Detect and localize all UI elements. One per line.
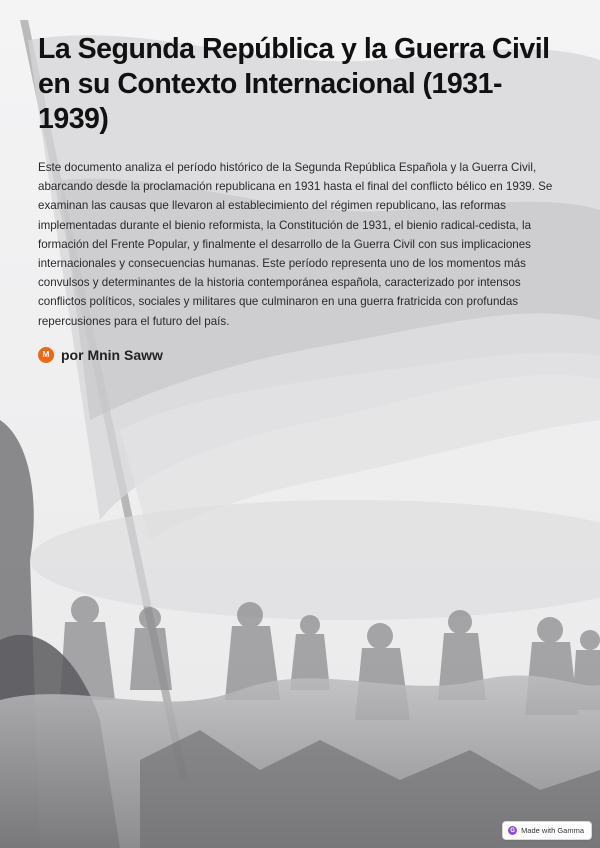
author-byline	[38, 347, 564, 363]
avatar: M	[38, 347, 54, 363]
document-description: Este documento analiza el período histórico de la Segunda República Española y la Guerra Civil, abarcando desde la proclamación republicana en 1931 hasta el final del conflicto bélico en 1939. Se examinan las causas que llevaron al establecimiento del régimen republicano, las reformas implementadas durante el bienio reformista, la Constitución de 1931, el bienio radical-cedista, la formación del Frente Popular, y finalmente el desarrollo de la Guerra Civil con sus implicaciones internacionales y consecuencias humanas. Este período representa uno de los momentos más convulsos y determinantes de la historia contemporánea española, caracterizado por intensos conflictos políticos, sociales y militares que culminaron en una guerra fratricida con profundas repercusiones para el futuro del país.	[38, 161, 553, 328]
author-name: por Mnin Saww	[61, 346, 163, 363]
made-with-gamma-badge[interactable]	[502, 821, 592, 840]
gamma-logo-icon: G	[508, 826, 517, 835]
page-title: La Segunda República y la Guerra Civil en su Contexto Internacional (1931-1939)	[38, 33, 550, 135]
document-header	[38, 32, 564, 363]
badge-label: Made with Gamma	[521, 826, 584, 835]
